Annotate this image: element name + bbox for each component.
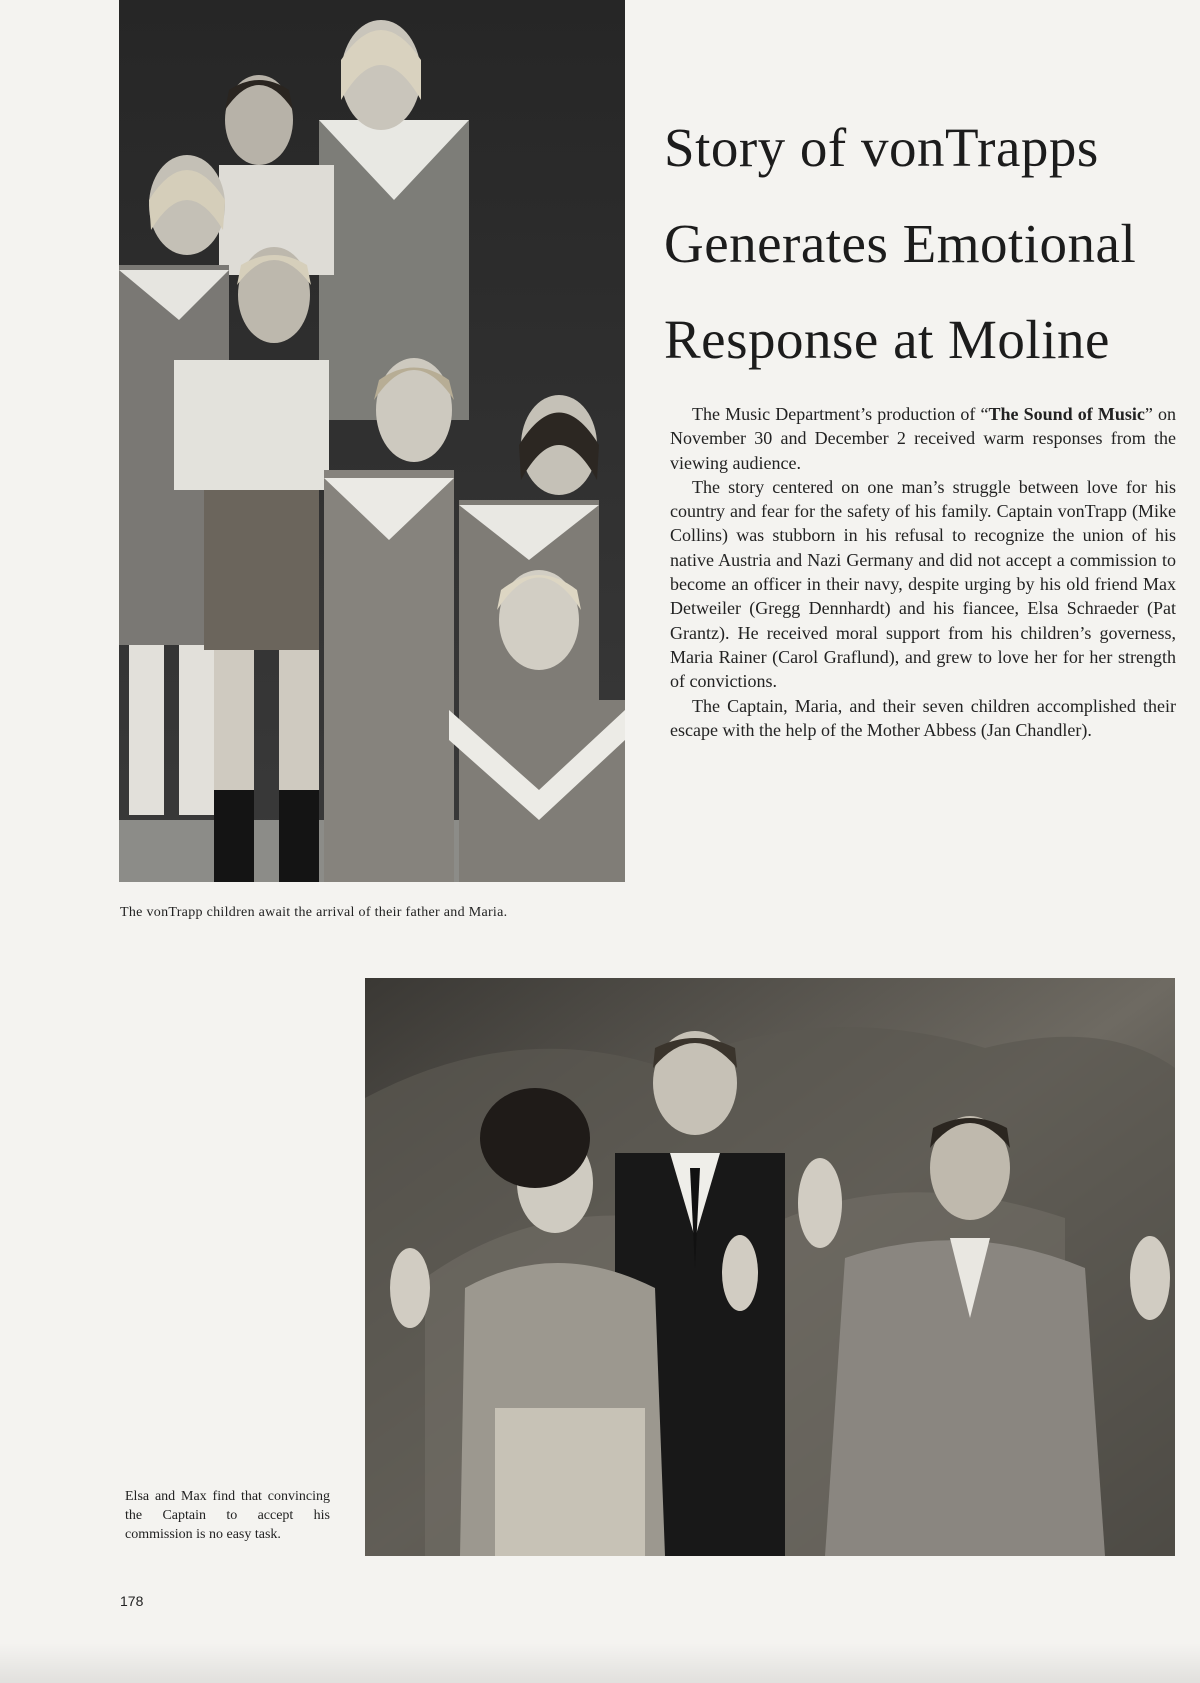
article-paragraph-3: The Captain, Maria, and their seven children accomplished their escape with the help of the Mother Abbess (Jan Chandler). [670,695,1176,740]
children-photo-illustration [119,0,625,882]
page-edge-shadow [0,1643,1200,1683]
headline-line-3: Response at Moline [664,309,1110,370]
caption-children-photo: The vonTrapp children await the arrival of their father and Maria. [120,905,508,920]
article-p1-end: ” on November 30 and December 2 received warm responses from the viewing audience. [670,404,1176,473]
photo-elsa-and-max [365,978,1175,1556]
caption-elsa-max-photo: Elsa and Max find that convincing the Captain to accept his commission is no easy task. [125,1489,330,1542]
elsa-max-photo-illustration [365,978,1175,1556]
article-paragraph-1 [670,402,1176,475]
show-title: The Sound of Music [988,404,1145,424]
article-paragraph-2: The story centered on one man’s struggle between love for his country and fear for the safety of his family. Captain vonTrapp (Mike Collins) was stubborn in his refusal to recognize the union of his native Austria and Nazi Germany and did not accept a commission to become an officer in their navy, despite urging by his old friend Max Detweiler (Gregg Dennhardt) and his fiancee, Elsa Schraeder (Pat Grantz). He received moral support from his children’s governess, Maria Rainer (Carol Graflund), and grew to love her for her strength of convictions. [670,476,1176,692]
headline [664,100,1200,388]
headline-line-2: Generates Emotional [664,213,1137,274]
page-number: 178 [120,1593,144,1609]
article-p1-start: The Music Department’s production of “ [692,404,989,424]
article-body [670,402,1176,742]
headline-line-1: Story of vonTrapps [664,117,1099,178]
photo-vontrapp-children [119,0,625,882]
